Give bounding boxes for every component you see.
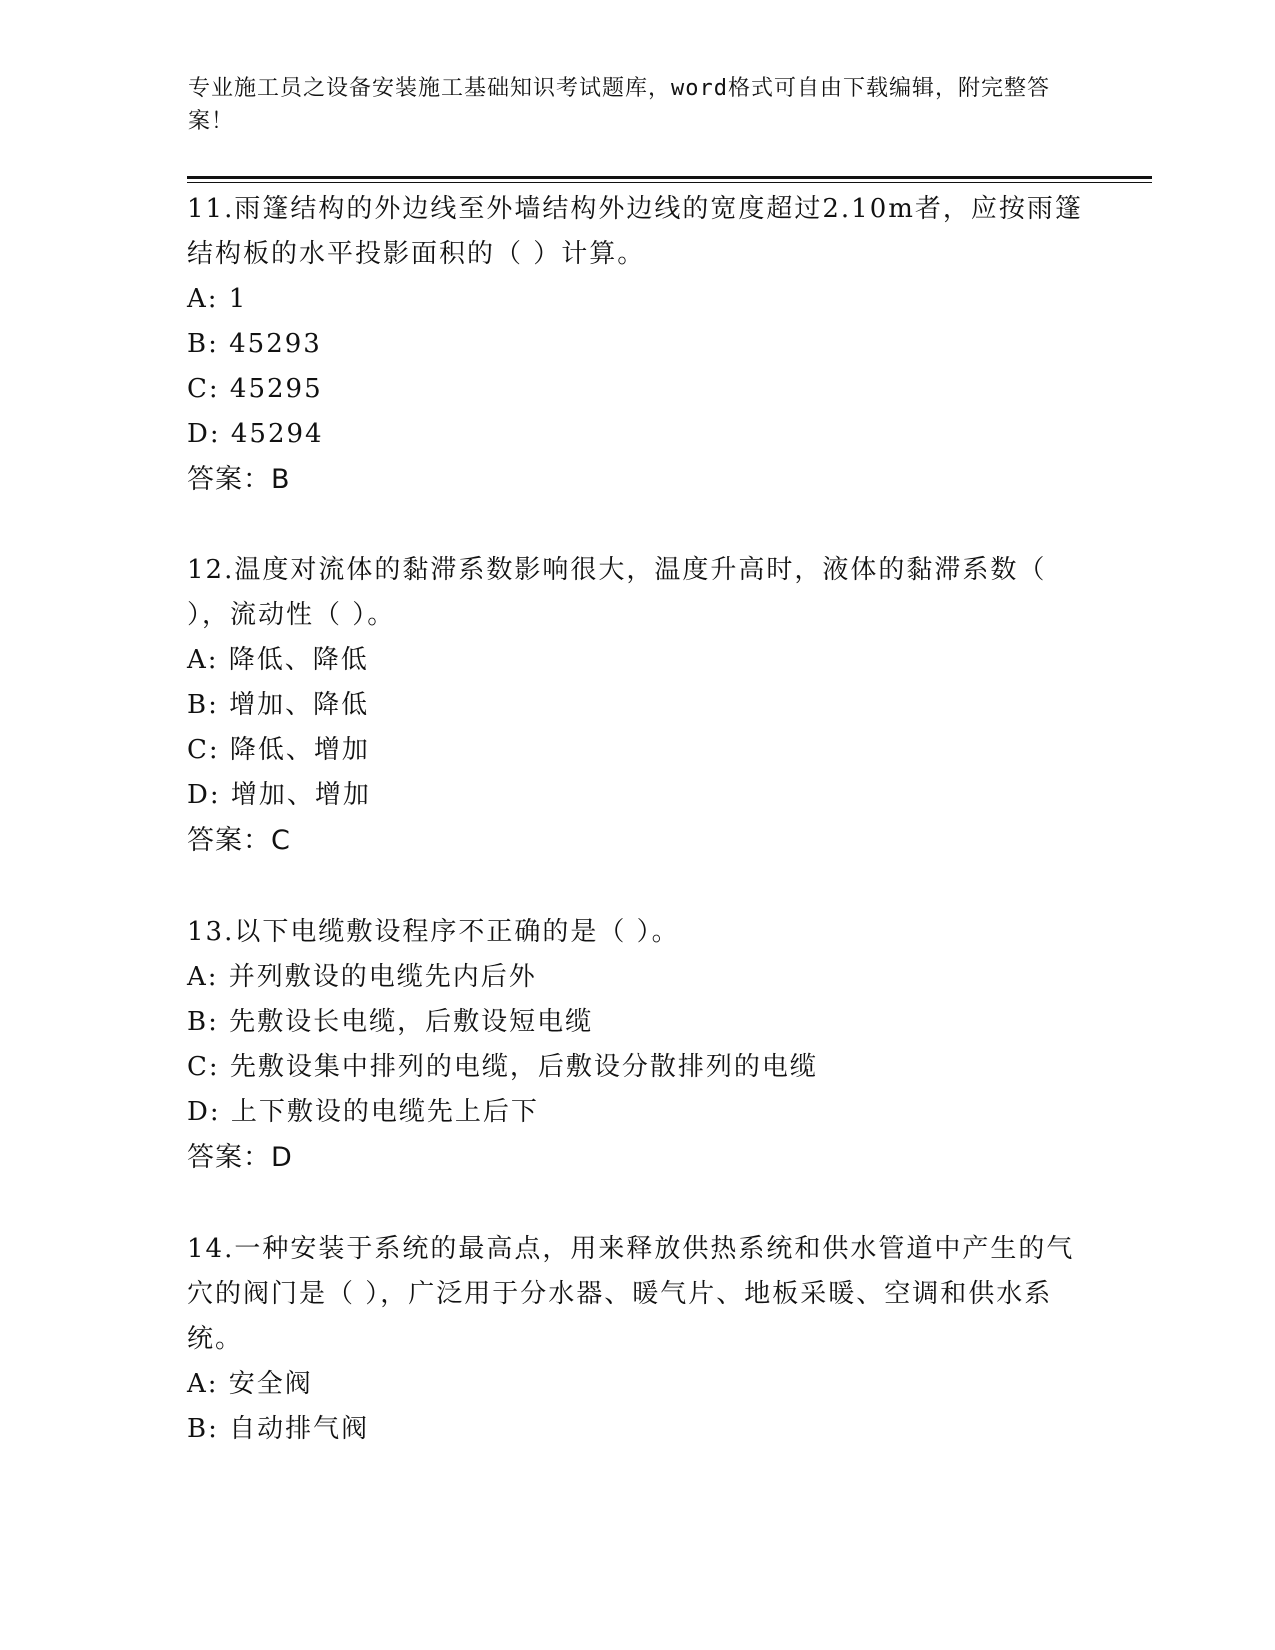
option-a: A: 安全阀 [187, 1369, 313, 1399]
option-d: D: 上下敷设的电缆先上后下 [187, 1097, 539, 1127]
question-14 [187, 1227, 1087, 1452]
question-12 [187, 548, 1087, 863]
option-a: A: 1 [187, 284, 248, 314]
option-d: D: 45294 [187, 419, 324, 449]
document-header: 专业施工员之设备安装施工基础知识考试题库，word格式可自由下载编辑，附完整答案！ [188, 76, 1050, 134]
option-c: C: 先敷设集中排列的电缆，后敷设分散排列的电缆 [187, 1052, 818, 1082]
option-b: B: 先敷设长电缆，后敷设短电缆 [187, 1007, 594, 1037]
answer: 答案：D [187, 1142, 293, 1173]
header-divider-thin [187, 182, 1152, 183]
answer: 答案：C [187, 825, 291, 856]
option-b: B: 增加、降低 [187, 690, 370, 720]
question-13 [187, 910, 1087, 1180]
option-c: C: 45295 [187, 374, 323, 404]
question-stem: 12.温度对流体的黏滞系数影响很大，温度升高时，液体的黏滞系数（ ），流动性（ ）。 [187, 555, 1047, 630]
answer: 答案：B [187, 464, 291, 495]
option-b: B: 自动排气阀 [187, 1414, 370, 1444]
option-b: B: 45293 [187, 329, 322, 359]
option-c: C: 降低、增加 [187, 735, 370, 765]
option-d: D: 增加、增加 [187, 780, 371, 810]
question-stem: 13.以下电缆敷设程序不正确的是（ ）。 [187, 917, 680, 947]
question-stem: 14.一种安装于系统的最高点，用来释放供热系统和供水管道中产生的气穴的阀门是（ ），广泛用于分水器、暖气片、地板采暖、空调和供水系统。 [187, 1234, 1075, 1354]
question-11 [187, 187, 1087, 502]
question-stem: 11.雨篷结构的外边线至外墙结构外边线的宽度超过2.10m者，应按雨篷结构板的水平投影面积的（ ）计算。 [187, 194, 1083, 269]
option-a: A: 并列敷设的电缆先内后外 [187, 962, 537, 992]
header-divider-thick [187, 176, 1152, 179]
option-a: A: 降低、降低 [187, 645, 369, 675]
